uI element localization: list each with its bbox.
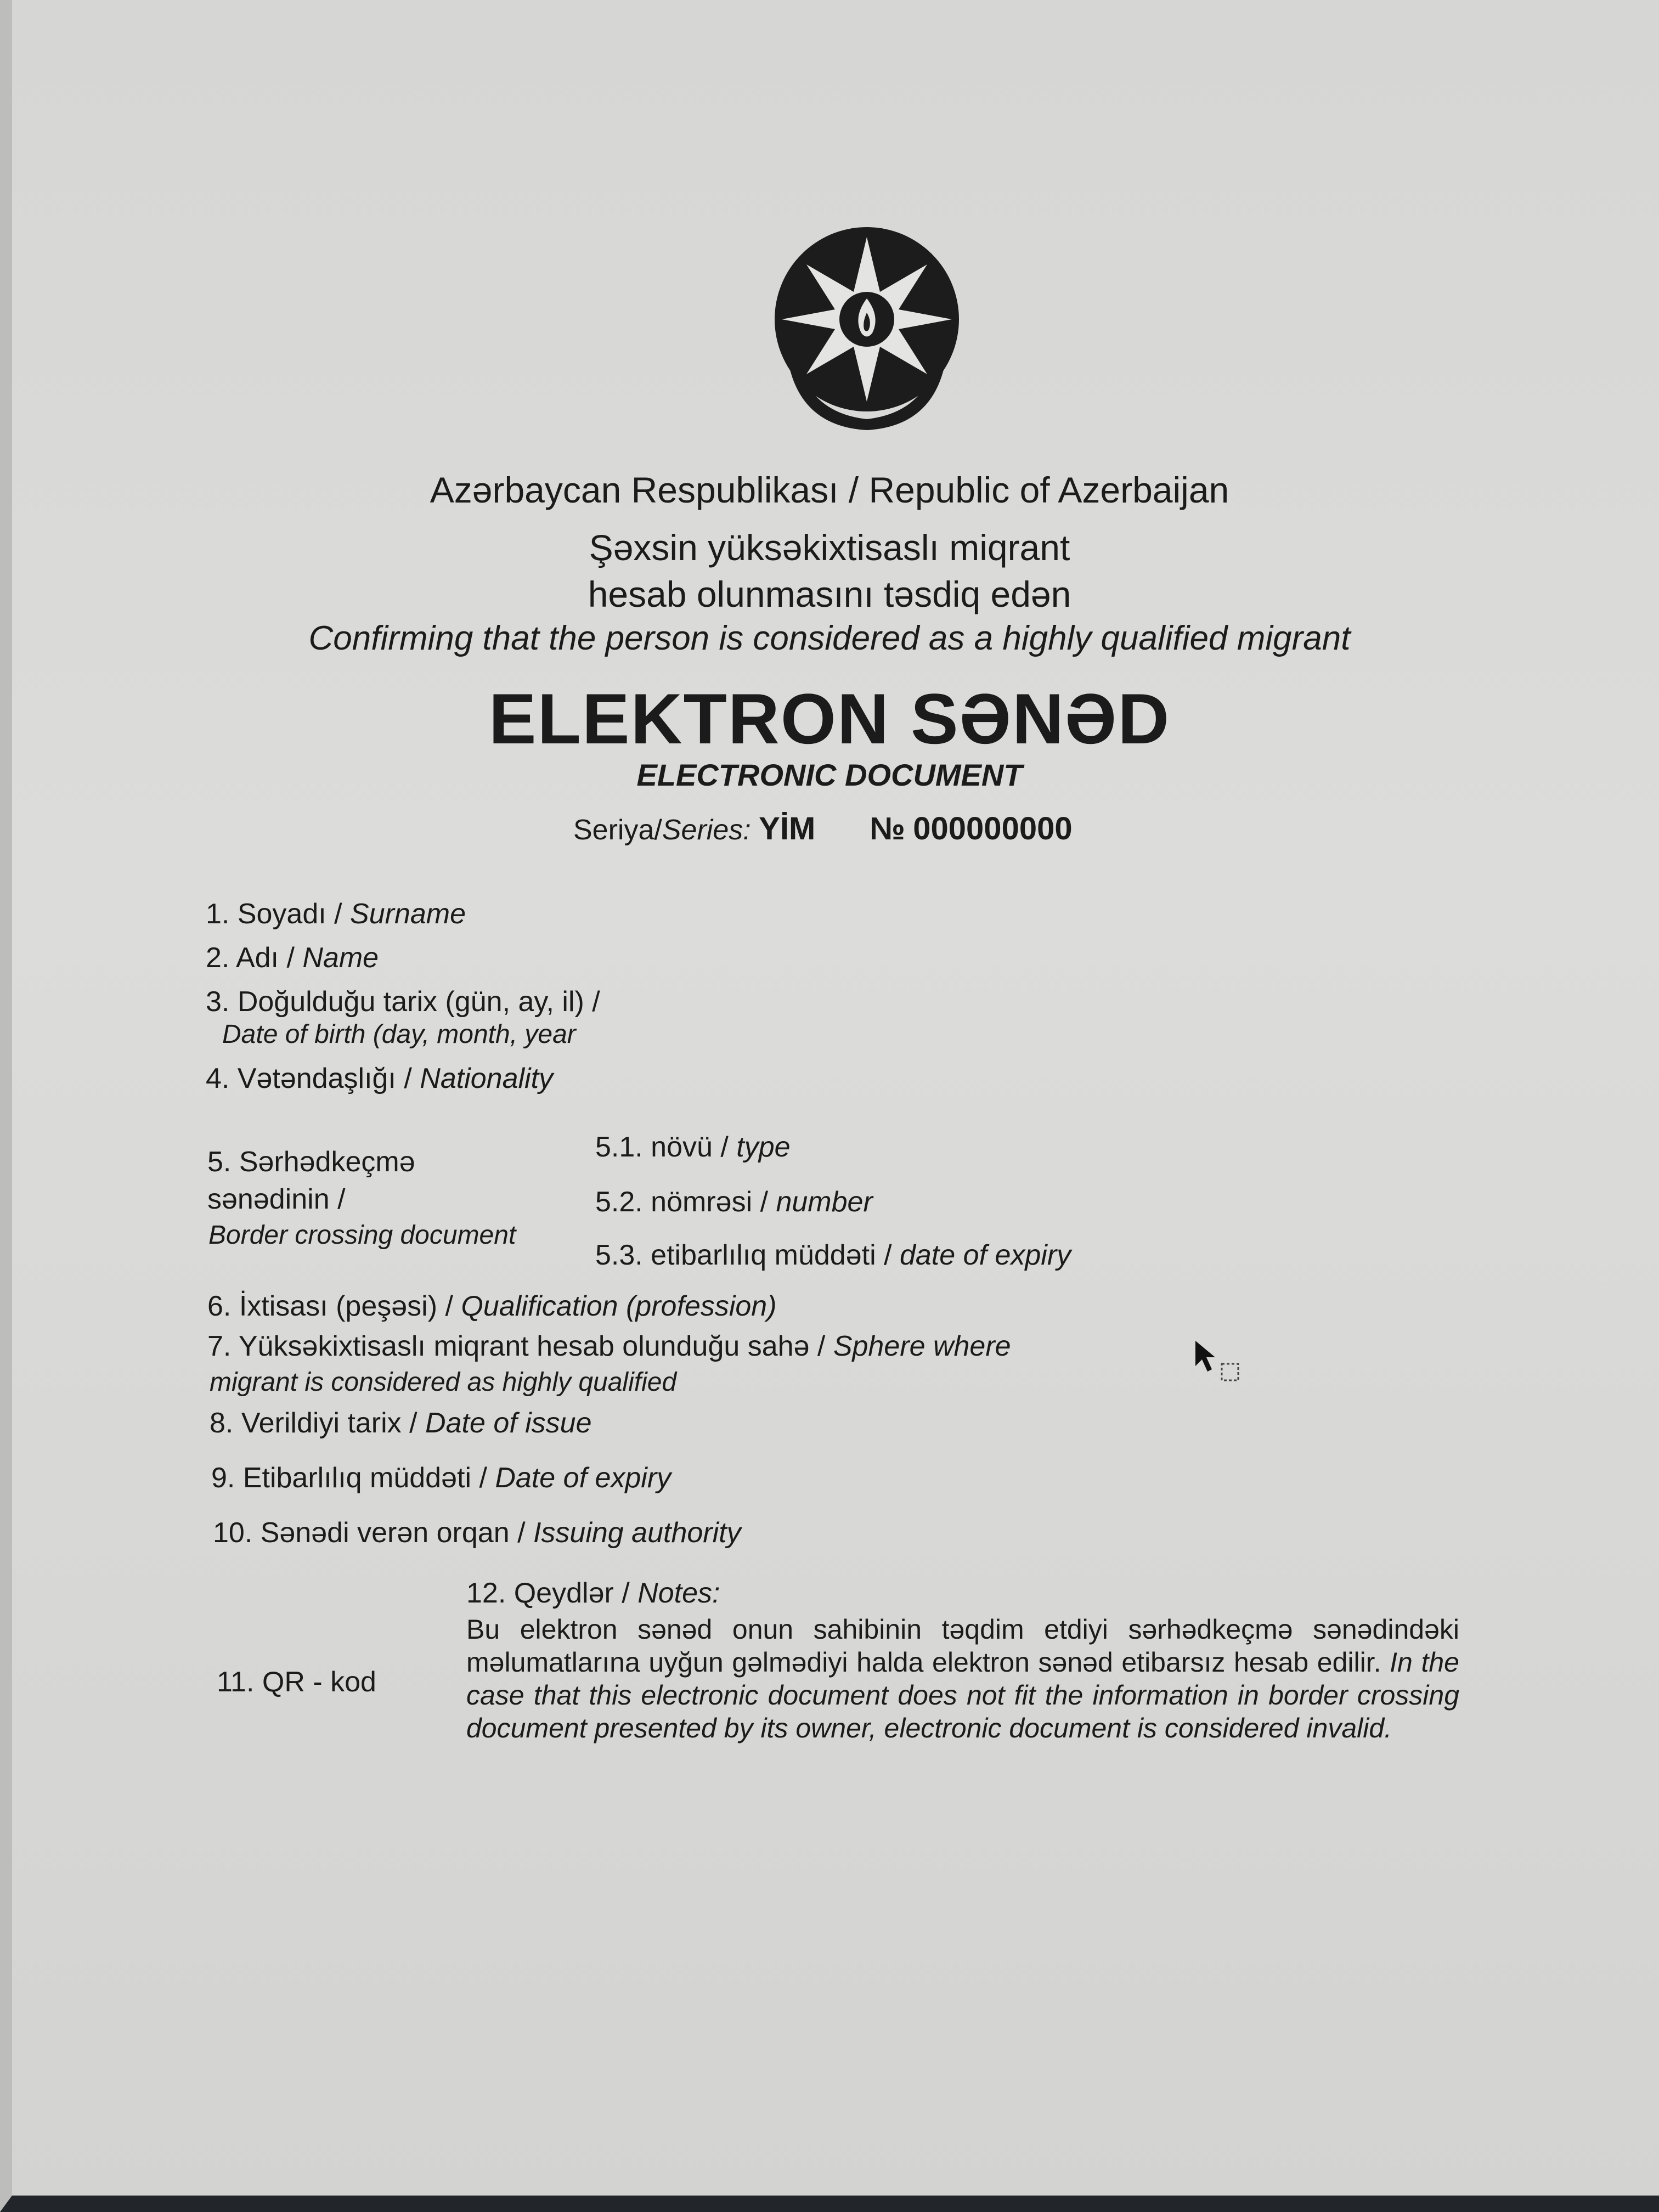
field-nationality: 4. Vətəndaşlığı / Nationality	[206, 1063, 554, 1094]
doc-purpose-az-line1: Şəxsin yüksəkixtisaslı miqrant	[589, 527, 1070, 568]
notes-text	[466, 1613, 1459, 1745]
field-qualification: 6. İxtisası (peşəsi) / Qualification (profession)	[207, 1290, 777, 1322]
field-qr-code: 11. QR - kod	[217, 1666, 376, 1698]
field-issuing-authority: 10. Sənədi verən orqan / Issuing authority	[213, 1517, 741, 1549]
state-emblem-icon	[763, 215, 971, 435]
country-name: Azərbaycan Respublikası / Republic of Azerbaijan	[430, 470, 1229, 510]
field-date-of-birth-en: Date of birth (day, month, year	[222, 1020, 576, 1049]
field-date-of-birth: 3. Doğulduğu tarix (gün, ay, il) /	[206, 986, 600, 1018]
field-sphere: 7. Yüksəkixtisaslı miqrant hesab olunduğu sahə / Sphere where	[207, 1330, 1011, 1362]
mouse-cursor-icon	[1193, 1339, 1254, 1399]
field-date-of-expiry: 9. Etibarlılıq müddəti / Date of expiry	[211, 1462, 672, 1494]
field-border-doc-en: Border crossing document	[208, 1221, 516, 1250]
field-surname: 1. Soyadı / Surname	[206, 898, 466, 930]
doc-purpose-az-line2: hesab olunmasını təsdiq edən	[588, 574, 1071, 614]
series-label-en: Series:	[662, 814, 751, 846]
notes-en: In the case that this electronic document does not fit the information in border crossing document presented by its owner, electronic document is considered invalid.	[466, 1647, 1459, 1743]
field-notes-label: 12. Qeydlər / Notes:	[466, 1577, 720, 1609]
field-date-of-issue: 8. Verildiyi tarix / Date of issue	[210, 1407, 592, 1439]
field-sphere-en: migrant is considered as highly qualified	[210, 1368, 677, 1397]
field-name: 2. Adı / Name	[206, 942, 379, 974]
series-label-az: Seriya/	[573, 814, 662, 846]
document-title: ELEKTRON SƏNƏD	[488, 679, 1171, 759]
series-line	[573, 813, 1073, 845]
field-doc-number: 5.2. nömrəsi / number	[595, 1186, 873, 1218]
field-border-doc-az-2: sənədinin /	[207, 1183, 346, 1215]
doc-purpose-en: Confirming that the person is considered as a highly qualified migrant	[308, 619, 1351, 657]
series-value: YİM	[759, 811, 816, 847]
field-border-doc-az-1: 5. Sərhədkeçmə	[207, 1146, 415, 1178]
field-doc-expiry: 5.3. etibarlılıq müddəti / date of expiry	[595, 1239, 1071, 1271]
notes-az: Bu elektron sənəd onun sahibinin təqdim etdiyi sərhədkeçmə sənədindəki məlumatlarına uyğun gəlmədiyi halda elektron sənəd etibarsız hesab edilir.	[466, 1614, 1459, 1678]
document-title-en: ELECTRONIC DOCUMENT	[636, 758, 1023, 792]
field-doc-type: 5.1. növü / type	[595, 1131, 791, 1163]
number-label: №	[870, 811, 905, 847]
number-value: 000000000	[913, 811, 1073, 847]
